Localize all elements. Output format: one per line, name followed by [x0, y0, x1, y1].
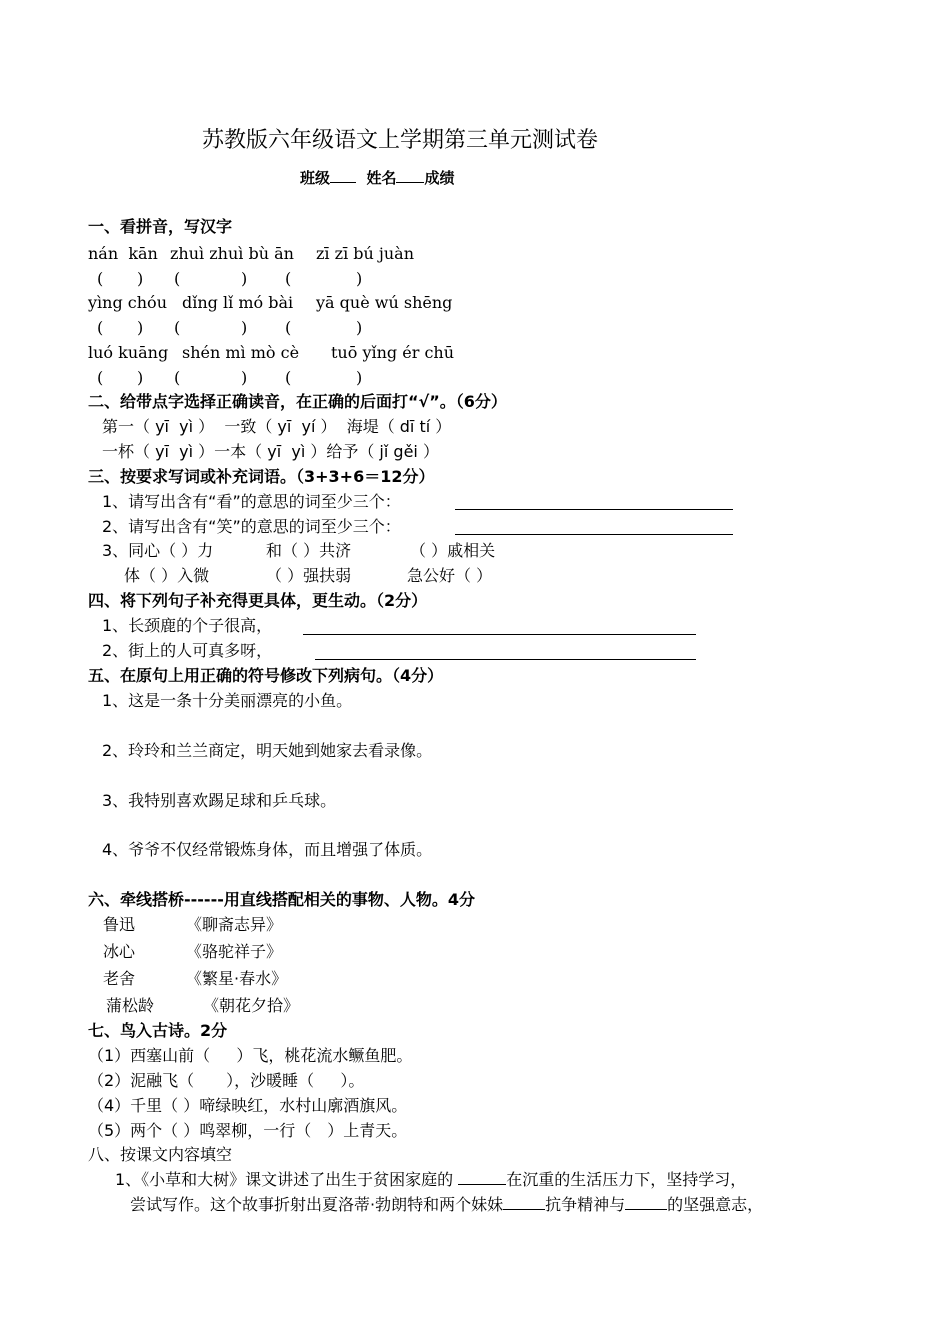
name-label: 姓名 — [366, 169, 397, 187]
idiom-fill[interactable]: 急公好（ ） — [407, 566, 493, 585]
page-title: 苏教版六年级语文上学期第三单元测试卷 — [202, 128, 599, 153]
answer-line[interactable] — [303, 620, 696, 635]
answer-paren[interactable]: ( — [285, 318, 292, 337]
question-3-1: 1、请写出含有“看”的意思的词至少三个： — [102, 492, 401, 511]
section-7-heading: 七、鸟入古诗。2分 — [88, 1021, 228, 1040]
answer-paren[interactable]: ( — [97, 318, 104, 337]
section-4-heading: 四、将下列句子补充得更具体，更生动。（2分） — [88, 591, 428, 610]
class-blank[interactable] — [330, 168, 356, 183]
matching-person[interactable]: 老舍 — [103, 969, 136, 988]
matching-person[interactable]: 鲁迅 — [103, 915, 136, 934]
section-1-heading: 一、看拼音，写汉字 — [88, 217, 233, 236]
answer-paren[interactable]: ) — [241, 368, 248, 387]
answer-paren[interactable]: ( — [174, 269, 181, 288]
fill-blank[interactable] — [503, 1195, 545, 1210]
sentence-item[interactable]: 2、玲玲和兰兰商定，明天她到她家去看录像。 — [102, 741, 433, 760]
pinyin-item: shén mì mò cè — [182, 343, 300, 362]
answer-line[interactable] — [455, 521, 733, 535]
answer-paren[interactable]: ) — [241, 318, 248, 337]
answer-paren[interactable]: ( — [285, 368, 292, 387]
poem-item[interactable]: （1）西塞山前（ ）飞，桃花流水鳜鱼肥。 — [88, 1046, 413, 1065]
question-4-2: 2、街上的人可真多呀， — [102, 641, 273, 660]
idiom-fill[interactable]: （ ）强扶弱 — [266, 566, 352, 585]
poem-item[interactable]: （2）泥融飞（ ），沙暖睡（ ）。 — [88, 1071, 365, 1090]
fill-text: 在沉重的生活压力下，坚持学习， — [506, 1170, 747, 1189]
fill-line-1 — [115, 1170, 746, 1189]
answer-paren[interactable]: ) — [241, 269, 248, 288]
question-3-2: 2、请写出含有“笑”的意思的词至少三个： — [102, 517, 401, 536]
idiom-fill[interactable]: 3、同心（ ）力 — [102, 541, 214, 560]
answer-paren[interactable]: ) — [137, 368, 144, 387]
answer-paren[interactable]: ) — [137, 269, 144, 288]
reading-choice-row[interactable]: 一杯（ yī yì ）一本（ yī yì ）给予（ jǐ gěi ） — [102, 442, 439, 461]
pinyin-item: nán kān — [88, 244, 158, 263]
score-label: 成绩 — [424, 169, 455, 187]
pinyin-item: yìng chóu — [88, 293, 167, 312]
fill-text: 1、《小草和大树》课文讲述了出生于贫困家庭的 — [115, 1170, 454, 1189]
matching-person[interactable]: 冰心 — [103, 942, 136, 961]
fill-text: 的坚强意志， — [667, 1195, 764, 1214]
fill-blank[interactable] — [625, 1195, 667, 1210]
idiom-fill[interactable]: （ ）戚相关 — [410, 541, 496, 560]
idiom-fill[interactable]: 和（ ）共济 — [266, 541, 352, 560]
poem-item[interactable]: （4）千里（ ）啼绿映红，水村山廓酒旗风。 — [88, 1096, 408, 1115]
student-info — [300, 168, 455, 187]
answer-paren[interactable]: ( — [285, 269, 292, 288]
answer-paren[interactable]: ( — [174, 318, 181, 337]
answer-line[interactable] — [315, 645, 696, 660]
pinyin-item: luó kuāng — [88, 343, 169, 362]
poem-item[interactable]: （5）两个（ ）鸣翠柳，一行（ ）上青天。 — [88, 1121, 408, 1140]
sentence-item[interactable]: 4、爷爷不仅经常锻炼身体，而且增强了体质。 — [102, 840, 433, 859]
class-label: 班级 — [300, 169, 331, 187]
fill-blank[interactable] — [458, 1170, 506, 1185]
matching-person[interactable]: 蒲松龄 — [106, 996, 155, 1015]
answer-paren[interactable]: ( — [97, 269, 104, 288]
fill-text: 抗争精神与 — [545, 1195, 626, 1214]
section-3-heading: 三、按要求写词或补充词语。（3+3+6＝12分） — [88, 467, 435, 486]
sentence-item[interactable]: 3、我特别喜欢踢足球和乒乓球。 — [102, 791, 337, 810]
section-6-heading: 六、牵线搭桥------用直线搭配相关的事物、人物。4分 — [88, 890, 475, 909]
section-2-heading: 二、给带点字选择正确读音，在正确的后面打“√”。（6分） — [88, 392, 507, 411]
section-5-heading: 五、在原句上用正确的符号修改下列病句。（4分） — [88, 666, 444, 685]
answer-paren[interactable]: ) — [356, 269, 363, 288]
section-8-heading: 八、按课文内容填空 — [88, 1145, 233, 1164]
question-4-1: 1、长颈鹿的个子很高， — [102, 616, 273, 635]
name-blank[interactable] — [396, 168, 424, 183]
pinyin-item: zī zī bú juàn — [316, 244, 415, 263]
pinyin-item: tuō yǐng ér chū — [331, 343, 455, 362]
answer-paren[interactable]: ( — [97, 368, 104, 387]
answer-paren[interactable]: ) — [137, 318, 144, 337]
matching-book[interactable]: 《繁星·春水》 — [186, 969, 288, 988]
reading-choice-row[interactable]: 第一（ yī yì ） 一致（ yī yí ） 海堤（ dī tí ） — [102, 417, 452, 436]
idiom-fill[interactable]: 体（ ）入微 — [124, 566, 210, 585]
answer-paren[interactable]: ) — [356, 368, 363, 387]
sentence-item[interactable]: 1、这是一条十分美丽漂亮的小鱼。 — [102, 691, 353, 710]
pinyin-item: yā què wú shēng — [316, 293, 453, 312]
pinyin-item: zhuì zhuì bù ān — [170, 244, 294, 263]
answer-line[interactable] — [455, 496, 733, 510]
answer-paren[interactable]: ( — [174, 368, 181, 387]
fill-text: 尝试写作。这个故事折射出夏洛蒂·勃朗特和两个妹妹 — [130, 1195, 504, 1214]
matching-book[interactable]: 《朝花夕拾》 — [203, 996, 300, 1015]
matching-book[interactable]: 《骆驼祥子》 — [186, 942, 283, 961]
fill-line-2 — [130, 1195, 763, 1214]
pinyin-item: dǐng lǐ mó bài — [182, 293, 294, 312]
matching-book[interactable]: 《聊斋志异》 — [186, 915, 283, 934]
answer-paren[interactable]: ) — [356, 318, 363, 337]
